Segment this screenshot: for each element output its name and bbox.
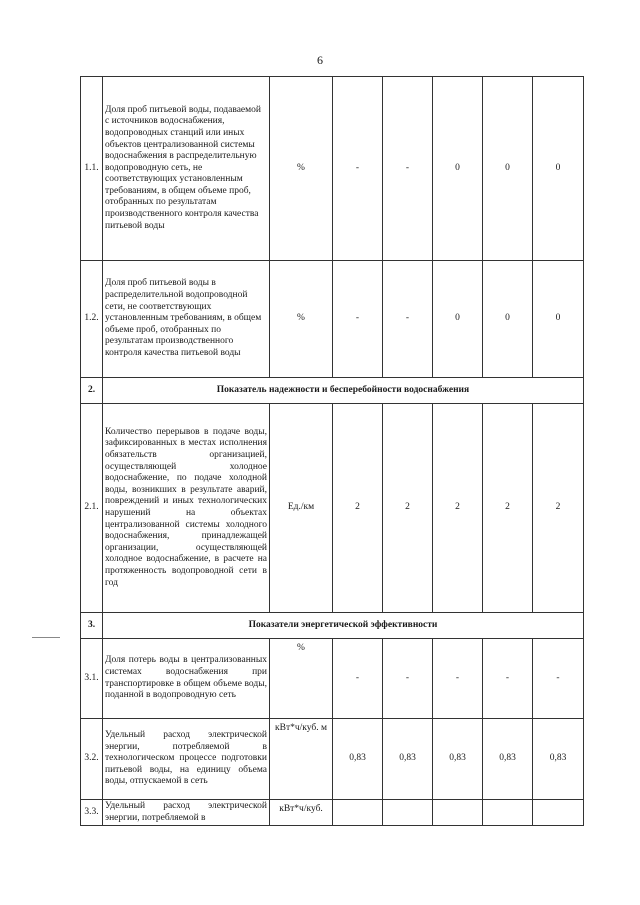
unit-cell: %: [270, 261, 333, 378]
value-cell: -: [483, 639, 533, 719]
value-cell: [433, 800, 483, 826]
section-title: Показатель надежности и бесперебойности водоснабжения: [103, 378, 584, 404]
table-row: [81, 639, 584, 719]
row-number: 2.1.: [81, 404, 103, 613]
table-row: [81, 404, 584, 613]
value-cell: [533, 800, 584, 826]
page-number: 6: [317, 53, 323, 67]
indicator-name: Количество перерывов в подаче воды, зафиксированных в местах исполнения обязательств организацией, осуществляющей холодное водоснабжение, по подаче холодной воды, возникших в результате аварий, повреждений и иных технологических нарушений на объектах централизованной системы холодного водоснабжения, принадлежащей организации, осуществляющей холодное водоснабжение, в расчете на протяженность водопроводной сети в год: [103, 404, 270, 613]
value-cell: [383, 800, 433, 826]
table-row: [81, 261, 584, 378]
value-cell: -: [333, 639, 383, 719]
row-number: 1.1.: [81, 77, 103, 261]
section-title: Показатели энергетической эффективности: [103, 613, 584, 639]
table-row: [81, 719, 584, 800]
value-cell: 0: [483, 261, 533, 378]
value-cell: 0,83: [383, 719, 433, 800]
section-number: 2.: [81, 378, 103, 404]
section-row: [81, 378, 584, 404]
indicator-name: Удельный расход электрической энергии, потребляемой в: [103, 800, 270, 826]
value-cell: 0,83: [333, 719, 383, 800]
value-cell: 0,83: [483, 719, 533, 800]
row-number: 3.1.: [81, 639, 103, 719]
value-cell: -: [333, 77, 383, 261]
indicator-name: Доля проб питьевой воды в распределительной водопроводной сети, не соответствующих установленным требованиям, в общем объеме проб, отобранных по результатам производственного контроля качества питьевой воды: [103, 261, 270, 378]
section-number: 3.: [81, 613, 103, 639]
value-cell: [483, 800, 533, 826]
margin-mark: [32, 637, 60, 638]
row-number: 3.2.: [81, 719, 103, 800]
value-cell: -: [383, 639, 433, 719]
value-cell: -: [433, 639, 483, 719]
indicator-name: Доля потерь воды в централизованных системах водоснабжения при транспортировке в общем объеме воды, поданной в водопроводную сеть: [103, 639, 270, 719]
table-row: [81, 800, 584, 826]
value-cell: 2: [533, 404, 584, 613]
unit-cell: %: [270, 639, 333, 719]
value-cell: -: [383, 261, 433, 378]
value-cell: 0: [433, 77, 483, 261]
indicator-name: Удельный расход электрической энергии, потребляемой в технологическом процессе подготовки питьевой воды, на единицу объема воды, отпускаемой в сеть: [103, 719, 270, 800]
unit-cell: кВт*ч/куб. м: [270, 719, 333, 800]
value-cell: -: [333, 261, 383, 378]
section-row: [81, 613, 584, 639]
value-cell: 2: [483, 404, 533, 613]
unit-cell: кВт*ч/куб.: [270, 800, 333, 826]
indicator-name: Доля проб питьевой воды, подаваемой с источников водоснабжения, водопроводных станций или иных объектов централизованной системы водоснабжения в распределительную водопроводную сеть, не соответствующих установленным требованиям, в общем объеме проб, отобранных по результатам производственного контроля качества питьевой воды: [103, 77, 270, 261]
value-cell: 0,83: [433, 719, 483, 800]
row-number: 1.2.: [81, 261, 103, 378]
value-cell: -: [533, 639, 584, 719]
value-cell: 2: [333, 404, 383, 613]
unit-cell: Ед./км: [270, 404, 333, 613]
value-cell: 0: [433, 261, 483, 378]
row-number: 3.3.: [81, 800, 103, 826]
indicators-table: [80, 76, 584, 826]
unit-cell: %: [270, 77, 333, 261]
value-cell: 0: [483, 77, 533, 261]
table-row: [81, 77, 584, 261]
value-cell: -: [383, 77, 433, 261]
value-cell: 0: [533, 77, 584, 261]
value-cell: 0,83: [533, 719, 584, 800]
value-cell: 0: [533, 261, 584, 378]
value-cell: 2: [433, 404, 483, 613]
value-cell: 2: [383, 404, 433, 613]
value-cell: [333, 800, 383, 826]
